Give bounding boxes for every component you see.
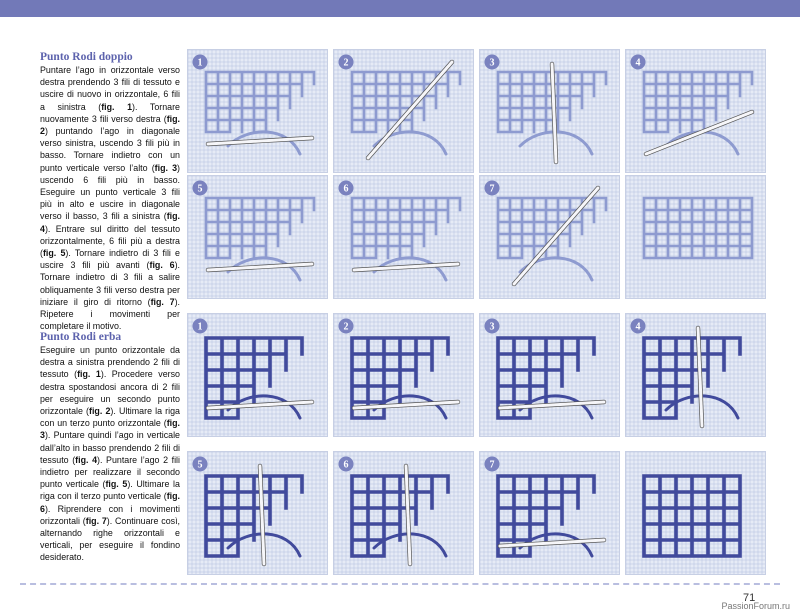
figure-canvas [626,314,765,436]
body-text: ). Tornare nuovamente 3 fili verso destra ( [40,101,180,124]
figure [625,313,766,437]
figure [479,49,620,173]
figure-ref: fig. 4 [75,454,98,465]
section-body [40,344,180,564]
step-number: 2 [343,321,349,333]
step-number: 1 [197,321,203,333]
fabric-background [188,176,327,298]
figure-canvas [334,176,473,298]
figure [187,313,328,437]
figure [479,451,620,575]
figure-canvas [334,452,473,574]
step-number: 5 [197,183,203,195]
figure-ref: fig. 3 [154,162,178,173]
step-number: 7 [489,459,495,471]
figure-canvas [188,314,327,436]
fabric-background [334,50,473,172]
figure-ref: fig. 2 [89,406,111,417]
figure [479,175,620,299]
fabric-background [480,176,619,298]
figure-canvas [626,452,765,574]
body-text: ). Continuare così, alternando righe orizzontali e verticali, per eseguire il fondino desiderato. [40,515,180,563]
step-number: 6 [343,183,349,195]
section-title: Punto Rodi erba [40,331,122,343]
body-text: Puntare l’ago in orizzontale verso destra prendendo 3 fili di tessuto e uscire di nuovo in orizzontale, 6 fili a sinistra ( [40,65,180,112]
step-number: 4 [635,57,641,69]
fabric-background [626,176,765,298]
fabric-background [188,50,327,172]
figure [333,451,474,575]
figure [333,49,474,173]
figure-ref: fig. 3 [40,418,180,441]
figure-canvas [480,50,619,172]
section-rodi-doppio [40,51,180,332]
step-number: 3 [489,57,495,69]
figure-canvas [188,50,327,172]
figure-canvas [480,452,619,574]
step-number: 4 [635,321,641,333]
figure-ref: fig. 6 [149,260,175,271]
figure [187,175,328,299]
body-text: ). Entrare sul diritto del tessuto orizzontalmente, 6 fili più a destra ( [40,223,180,259]
figure-ref: fig. 1 [101,101,133,112]
figure-ref: fig. 2 [40,113,180,137]
figure [333,313,474,437]
figure-canvas [626,50,765,172]
figure [479,313,620,437]
body-text: ). Ultimare la riga con un terzo punto orizzontale ( [40,406,180,429]
step-number: 3 [489,321,495,333]
body-text: ). Ultimare la riga con il terzo punto verticale ( [40,479,180,502]
body-text: ). Tornare indietro di 3 fili e uscire 3 fili più avanti ( [40,248,180,271]
body-text: ). Riprendere con i movimenti orizzontali ( [40,503,180,526]
figure [625,175,766,299]
body-text: ). Tornare indietro di 3 fili a salire obliquamente 3 fili verso destra per iniziare il giro di ritorno ( [40,260,180,307]
body-text: ) puntando l’ago in diagonale verso sinistra, uscendo 3 fili più in basso. Tornare indietro con un punto verticale verso l’alto ( [40,126,180,173]
body-text: ) uscendo 6 fili più in basso. Eseguire un punto verticale 3 fili più in alto e uscire in diagonale verso il basso, 3 fili a sinistra ( [40,162,180,222]
body-text: ). Puntare quindi l’ago in verticale dall’alto in basso prendendo 2 fili di tessuto ( [40,430,180,465]
figure-ref: fig. 5 [42,248,66,259]
figure-canvas [626,176,765,298]
fabric-background [334,176,473,298]
header-bar [0,0,800,17]
figure-canvas [480,314,619,436]
body-text: ). Procedere verso destra spostandosi ancora di 2 fili per eseguire un secondo punto orizzontale ( [40,369,180,417]
figure [187,49,328,173]
figure [625,49,766,173]
body-text: Eseguire un punto orizzontale da destra a sinistra prendendo 2 fili di tessuto ( [40,345,180,380]
figure-ref: fig. 7 [150,296,175,307]
step-number: 7 [489,183,495,195]
step-number: 1 [197,57,203,69]
stitch-pattern [644,476,740,556]
section-rodi-erba [40,331,180,564]
body-text: ). Ripetere i movimenti per completare il motivo. [40,296,180,332]
figure-canvas [334,50,473,172]
figure-canvas [188,452,327,574]
body-text: ). Puntare l’ago 2 fili indietro per realizzare il secondo punto verticale ( [40,454,180,490]
figure-ref: fig. 4 [40,211,180,234]
figure-canvas [480,176,619,298]
step-number: 6 [343,459,349,471]
section-body [40,64,180,332]
fabric-background [480,50,619,172]
figure-ref: fig. 6 [40,491,180,514]
figure-ref: fig. 7 [85,515,107,526]
watermark: PassionForum.ru [721,601,790,611]
footer-divider [20,583,780,585]
figure [333,175,474,299]
section-title: Punto Rodi doppio [40,51,133,63]
figure-ref: fig. 1 [77,369,101,380]
page-number: 71 [743,592,756,604]
figure [625,451,766,575]
figure [187,451,328,575]
figure-ref: fig. 5 [105,479,128,490]
step-number: 2 [343,57,349,69]
step-number: 5 [197,459,203,471]
figure-canvas [188,176,327,298]
figure-canvas [334,314,473,436]
